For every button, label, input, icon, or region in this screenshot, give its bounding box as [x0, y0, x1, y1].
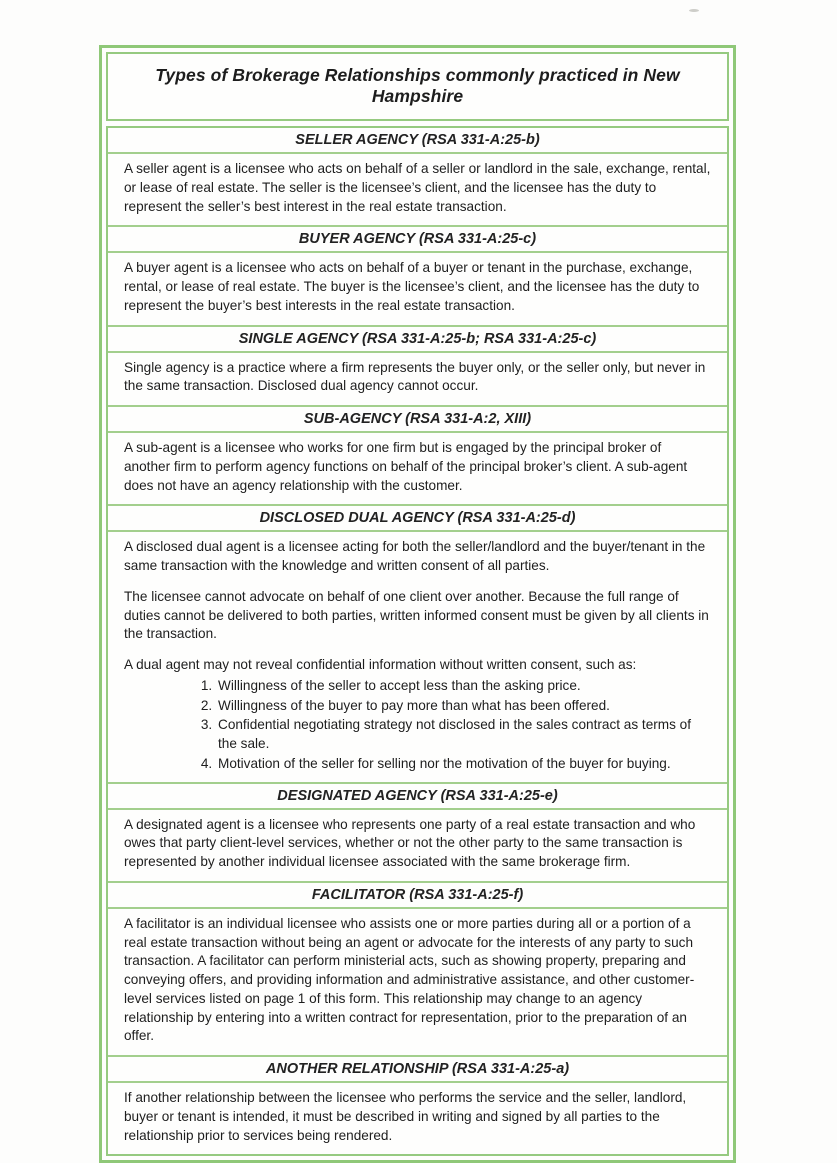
- page-title: Types of Brokerage Relationships commonly practiced in New Hampshire: [155, 65, 680, 106]
- section-paragraph: A seller agent is a licensee who acts on behalf of a seller or landlord in the sale, exchange, rental, or lease of real estate. The seller is the licensee’s client, and the licensee has the duty to represent the seller’s best interest in the real estate transaction.: [124, 161, 711, 214]
- section-body: [108, 810, 727, 883]
- section-heading: ANOTHER RELATIONSHIP (RSA 331-A:25-a): [108, 1057, 727, 1083]
- section-paragraph: A designated agent is a licensee who represents one party of a real estate transaction and who owes that party client-level services, whether or not the other party to the same transaction is represented by another individual licensee associated with the same brokerage firm.: [124, 816, 696, 869]
- section-body: [108, 154, 727, 227]
- section-heading: SINGLE AGENCY (RSA 331-A:25-b; RSA 331-A:25-c): [108, 327, 727, 353]
- section-heading: BUYER AGENCY (RSA 331-A:25-c): [108, 227, 727, 253]
- section-paragraph: A disclosed dual agent is a licensee acting for both the seller/landlord and the buyer/tenant in the same transaction with the knowledge and written consent of all parties.: [124, 539, 706, 573]
- section: [108, 407, 727, 506]
- section: [108, 784, 727, 883]
- list-item: 4. Motivation of the seller for selling nor the motivation of the buyer for buying.: [216, 755, 711, 775]
- section-body: [108, 1083, 727, 1154]
- section-heading: DISCLOSED DUAL AGENCY (RSA 331-A:25-d): [108, 506, 727, 532]
- section-body: [108, 353, 727, 408]
- section-paragraph: The licensee cannot advocate on behalf of one client over another. Because the full range of duties cannot be delivered to both parties, written informed consent must be given by all clients in the transaction.: [124, 588, 709, 642]
- title-box: [106, 52, 729, 121]
- section: [108, 128, 727, 227]
- section-paragraph: A sub-agent is a licensee who works for one firm but is engaged by the principal broker of another firm to perform agency functions on behalf of the principal broker’s client. A sub-agent does not have an agency relationship with the customer.: [124, 440, 688, 493]
- section: [108, 327, 727, 408]
- section-heading: SUB-AGENCY (RSA 331-A:2, XIII): [108, 407, 727, 433]
- section-heading: FACILITATOR (RSA 331-A:25-f): [108, 883, 727, 909]
- section-paragraph: A facilitator is an individual licensee who assists one or more parties during all or a portion of a real estate transaction without being an agent or advocate for the interests of any party to such transaction. A facilitator can perform ministerial acts, such as showing property, preparing and conveying offers, and providing information and administrative assistance, and other customer-level services listed on page 1 of this form. This relationship may change to an agency relationship by entering into a written contract for representation, prior to the preparation of an offer.: [124, 915, 695, 1044]
- section-heading: DESIGNATED AGENCY (RSA 331-A:25-e): [108, 784, 727, 810]
- numbered-list: [124, 677, 711, 775]
- scan-artifact: [689, 9, 699, 12]
- section-paragraph: Single agency is a practice where a firm represents the buyer only, or the seller only, but never in the same transaction. Disclosed dual agency cannot occur.: [124, 359, 706, 394]
- section-body: [108, 909, 727, 1057]
- section: [108, 227, 727, 326]
- section-body: [108, 532, 727, 783]
- list-item: 1. Willingness of the seller to accept less than the asking price.: [216, 677, 711, 697]
- section-paragraph: A dual agent may not reveal confidential information without written consent, such as:: [124, 657, 637, 672]
- document-frame: [99, 45, 736, 1163]
- list-item: 3. Confidential negotiating strategy not disclosed in the sales contract as terms of the sale.: [216, 716, 711, 755]
- section-body: [108, 253, 727, 326]
- section: [108, 506, 727, 783]
- section-paragraph: If another relationship between the licensee who performs the service and the seller, landlord, buyer or tenant is intended, it must be described in writing and signed by all parties to the relationship prior to services being rendered.: [124, 1090, 687, 1143]
- section-body: [108, 433, 727, 506]
- sections-container: [106, 126, 729, 1156]
- section: [108, 1057, 727, 1154]
- list-item: 2. Willingness of the buyer to pay more than what has been offered.: [216, 697, 711, 717]
- section-heading: SELLER AGENCY (RSA 331-A:25-b): [108, 128, 727, 154]
- section-paragraph: A buyer agent is a licensee who acts on behalf of a buyer or tenant in the purchase, exchange, rental, or lease of real estate. The buyer is the licensee’s client, and the licensee has the duty to represent the buyer’s best interests in the real estate transaction.: [124, 260, 700, 313]
- section: [108, 883, 727, 1057]
